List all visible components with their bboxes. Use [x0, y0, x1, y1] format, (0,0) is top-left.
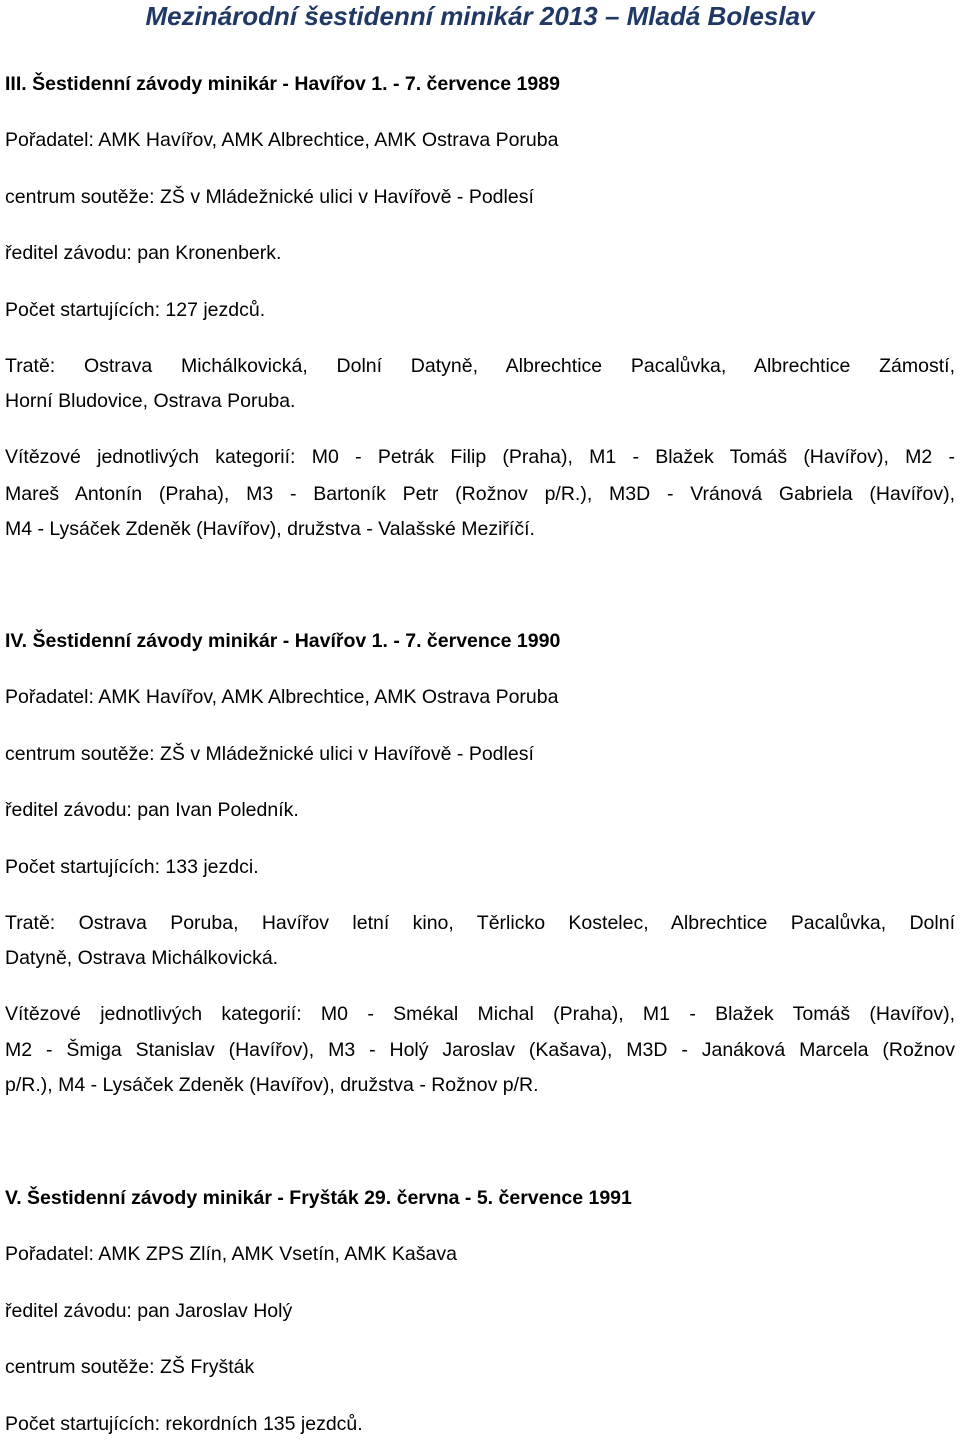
center-1990: centrum soutěže: ZŠ v Mládežnické ulici v Havířově - Podlesí	[5, 743, 534, 765]
winners-line-1989-1: Vítězové jednotlivých kategorií: M0 - Petrák Filip (Praha), M1 - Blažek Tomáš (Havířov), M2 -	[5, 446, 955, 468]
director-1991: ředitel závodu: pan Jaroslav Holý	[5, 1300, 293, 1322]
winners-line-1989-2: Mareš Antonín (Praha), M3 - Bartoník Petr (Rožnov p/R.), M3D - Vránová Gabriela (Havířov),	[5, 483, 955, 505]
organizer-1990: Pořadatel: AMK Havířov, AMK Albrechtice, AMK Ostrava Poruba	[5, 686, 559, 708]
section-heading-1989: III. Šestidenní závody minikár - Havířov 1. - 7. července 1989	[5, 73, 560, 95]
winners-line-1990-1: Vítězové jednotlivých kategorií: M0 - Smékal Michal (Praha), M1 - Blažek Tomáš (Havířov),	[5, 1003, 955, 1025]
organizer-1991: Pořadatel: AMK ZPS Zlín, AMK Vsetín, AMK Kašava	[5, 1243, 457, 1265]
section-heading-1991: V. Šestidenní závody minikár - Fryšták 29. června - 5. července 1991	[5, 1187, 632, 1209]
starters-1989: Počet startujících: 127 jezdců.	[5, 299, 266, 321]
director-1989: ředitel závodu: pan Kronenberk.	[5, 242, 282, 264]
tracks-line-1989-1: Tratě: Ostrava Michálkovická, Dolní Datyně, Albrechtice Pacalůvka, Albrechtice Zámostí,	[5, 355, 955, 377]
director-1990: ředitel závodu: pan Ivan Poledník.	[5, 799, 299, 821]
center-1991: centrum soutěže: ZŠ Fryšták	[5, 1356, 255, 1378]
winners-line-1990-2: M2 - Šmiga Stanislav (Havířov), M3 - Holý Jaroslav (Kašava), M3D - Janáková Marcela (Rožnov	[5, 1039, 955, 1061]
starters-1991: Počet startujících: rekordních 135 jezdců.	[5, 1413, 363, 1435]
tracks-line-1989-2: Horní Bludovice, Ostrava Poruba.	[5, 390, 296, 412]
section-heading-1990: IV. Šestidenní závody minikár - Havířov 1. - 7. července 1990	[5, 630, 561, 652]
tracks-line-1990-1: Tratě: Ostrava Poruba, Havířov letní kino, Těrlicko Kostelec, Albrechtice Pacalůvka, Dolní	[5, 912, 955, 934]
starters-1990: Počet startujících: 133 jezdci.	[5, 856, 259, 878]
organizer-1989: Pořadatel: AMK Havířov, AMK Albrechtice, AMK Ostrava Poruba	[5, 129, 559, 151]
winners-line-1989-3: M4 - Lysáček Zdeněk (Havířov), družstva - Valašské Meziříčí.	[5, 518, 535, 540]
tracks-line-1990-2: Datyně, Ostrava Michálkovická.	[5, 947, 279, 969]
winners-line-1990-3: p/R.), M4 - Lysáček Zdeněk (Havířov), družstva - Rožnov p/R.	[5, 1074, 539, 1096]
center-1989: centrum soutěže: ZŠ v Mládežnické ulici v Havířově - Podlesí	[5, 186, 534, 208]
page-title: Mezinárodní šestidenní minikár 2013 – Mladá Boleslav	[145, 1, 815, 31]
